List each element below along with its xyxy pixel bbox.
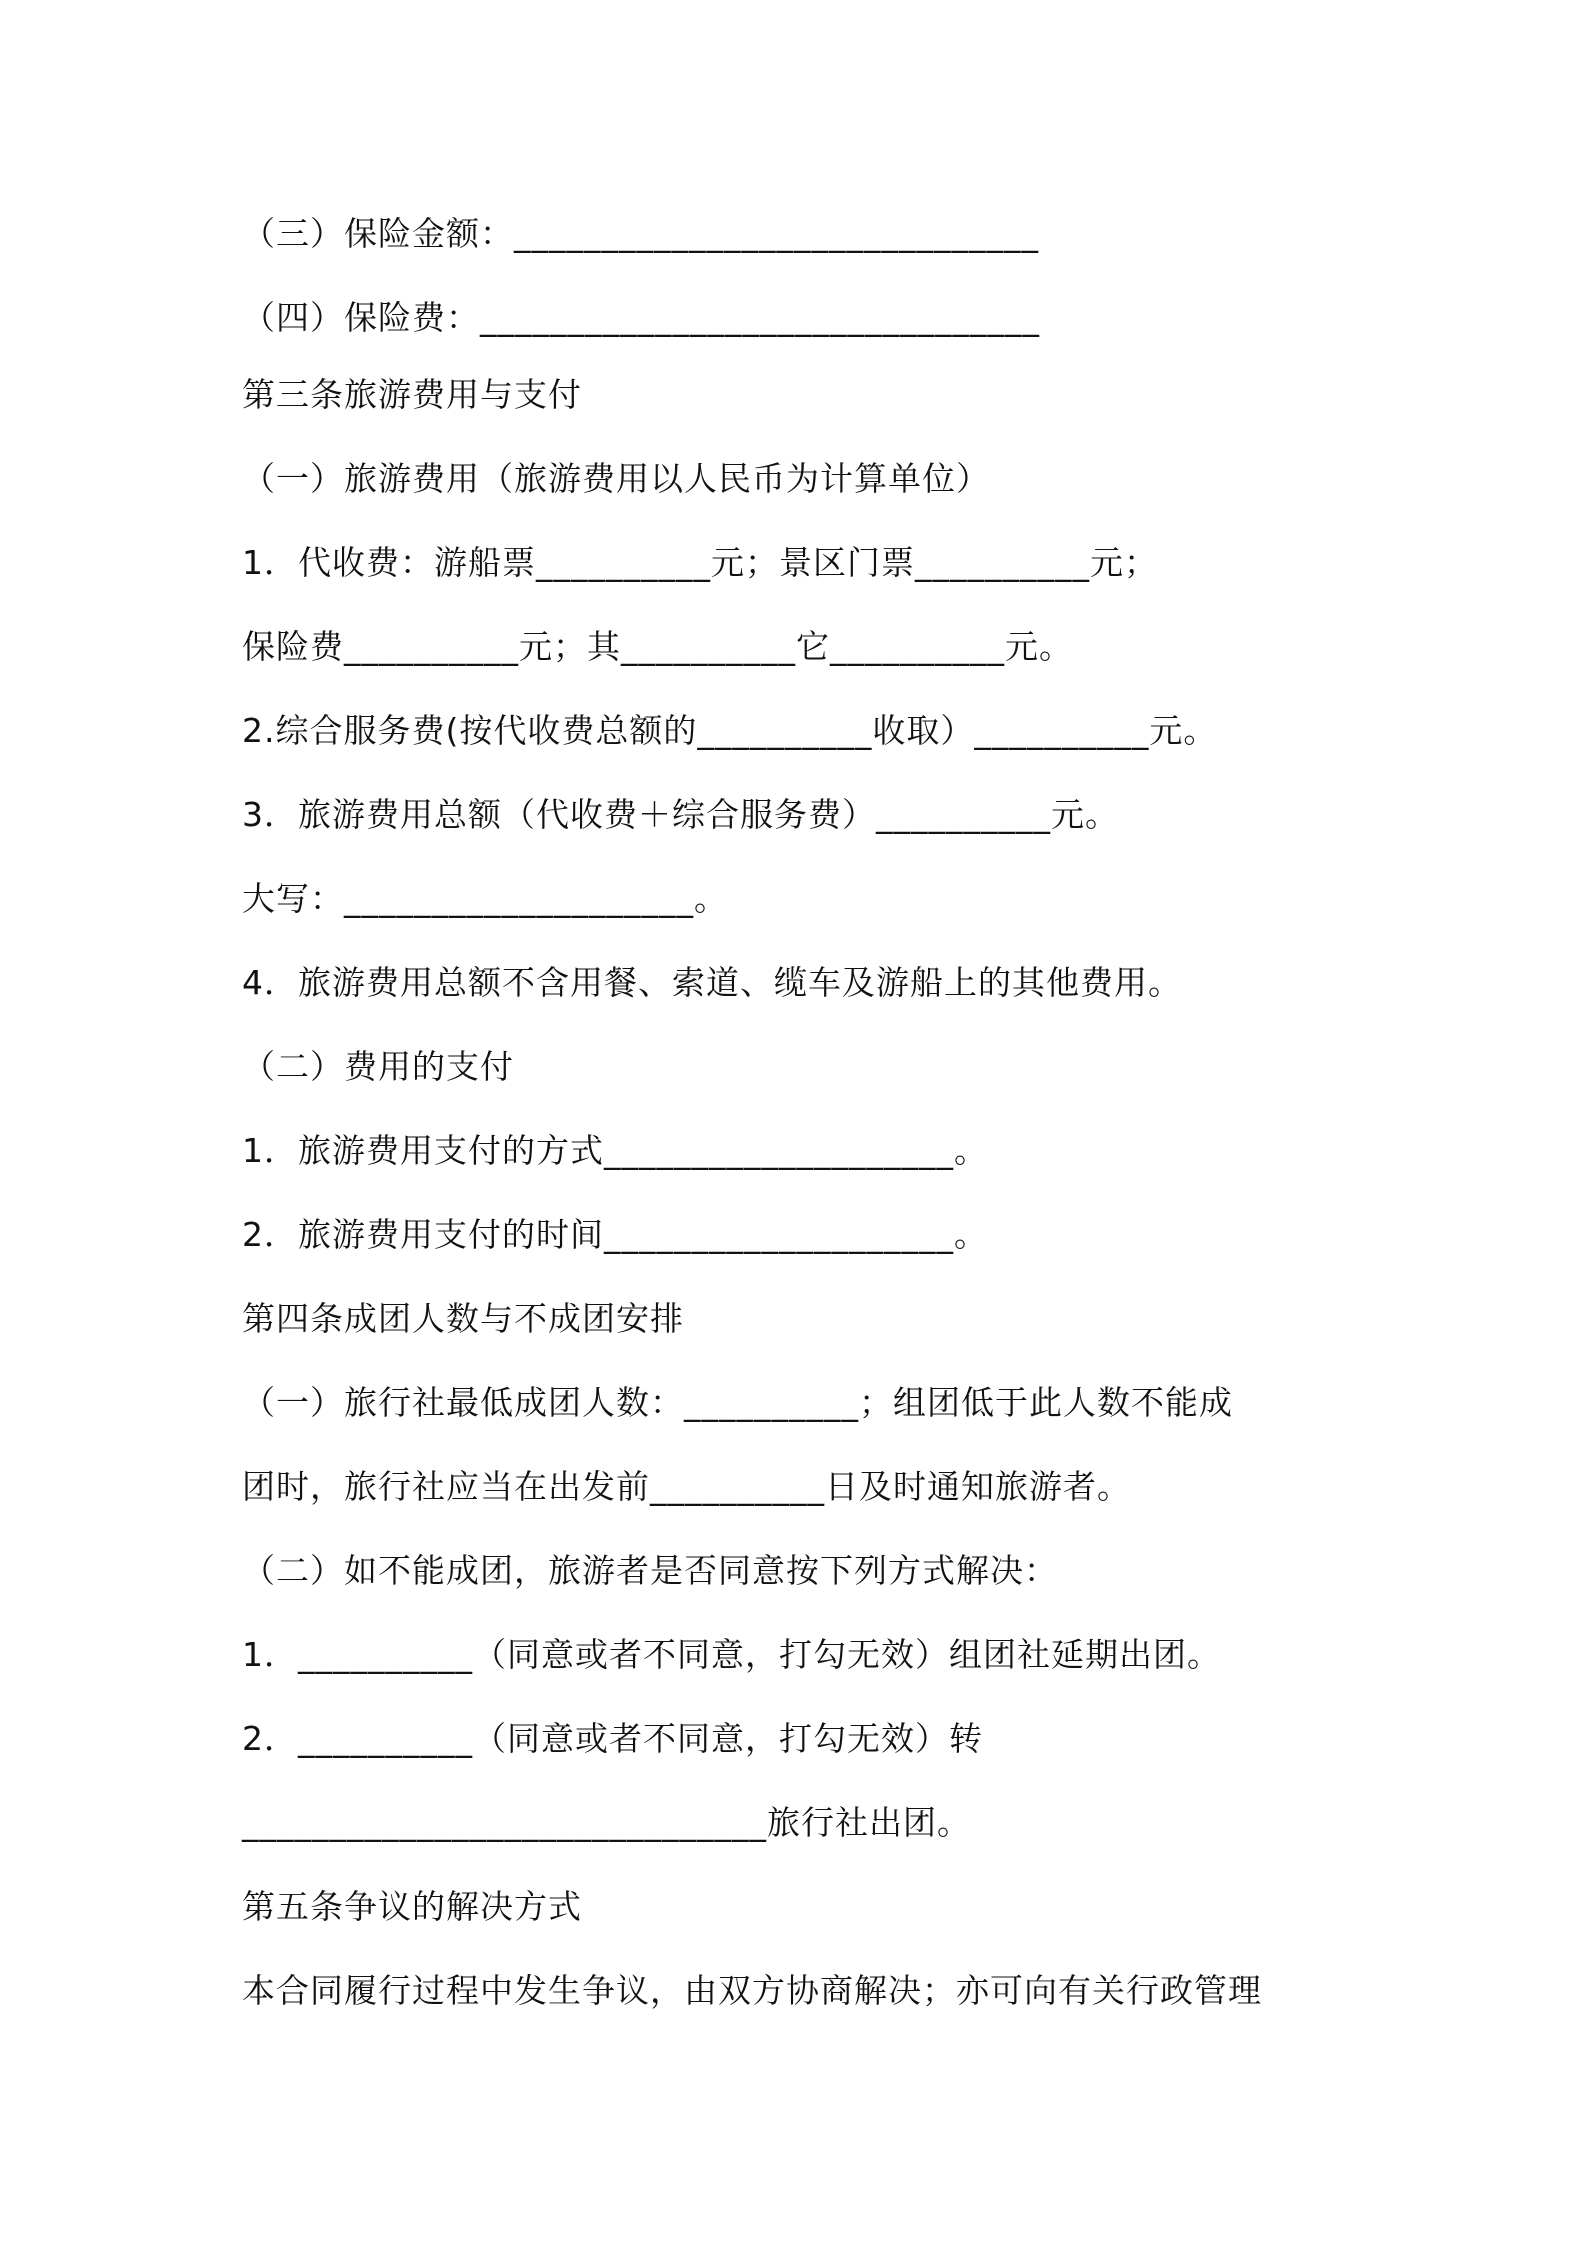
- amount-in-words-line: 大写：____________________。: [242, 879, 728, 918]
- option-transfer-line: 2．__________（同意或者不同意，打勾无效）转: [242, 1719, 983, 1758]
- travel-cost-subheading: （一）旅游费用（旅游费用以人民币为计算单位）: [242, 459, 990, 498]
- article-4-heading: 第四条成团人数与不成团安排: [242, 1299, 684, 1338]
- article-5-heading: 第五条争议的解决方式: [242, 1887, 582, 1926]
- collected-fees-line: 1．代收费：游船票__________元；景区门票__________元；: [242, 543, 1158, 582]
- article-3-heading: 第三条旅游费用与支付: [242, 375, 582, 414]
- total-cost-line: 3．旅游费用总额（代收费＋综合服务费）__________元。: [242, 795, 1119, 834]
- minimum-group-size-line: （一）旅行社最低成团人数：__________；组团低于此人数不能成: [242, 1383, 1233, 1422]
- option-transfer-line-cont: ______________________________旅行社出团。: [242, 1803, 971, 1842]
- excluded-costs-line: 4．旅游费用总额不含用餐、索道、缆车及游船上的其他费用。: [242, 963, 1182, 1002]
- option-postpone-line: 1．__________（同意或者不同意，打勾无效）组团社延期出团。: [242, 1635, 1221, 1674]
- insurance-premium-line: （四）保险费：________________________________: [242, 298, 1040, 337]
- collected-fees-line-cont: 保险费__________元；其__________它__________元。: [242, 627, 1073, 666]
- service-fee-line: 2.综合服务费(按代收费总额的__________收取）__________元。: [242, 711, 1218, 750]
- cancellation-options-heading: （二）如不能成团，旅游者是否同意按下列方式解决：: [242, 1551, 1058, 1590]
- payment-method-line: 1．旅游费用支付的方式____________________。: [242, 1131, 988, 1170]
- minimum-group-size-line-cont: 团时，旅行社应当在出发前__________日及时通知旅游者。: [242, 1467, 1131, 1506]
- payment-subheading: （二）费用的支付: [242, 1047, 514, 1086]
- insurance-amount-line: （三）保险金额：______________________________: [242, 214, 1039, 253]
- dispute-resolution-text: 本合同履行过程中发生争议，由双方协商解决；亦可向有关行政管理: [242, 1971, 1262, 2010]
- payment-time-line: 2．旅游费用支付的时间____________________。: [242, 1215, 988, 1254]
